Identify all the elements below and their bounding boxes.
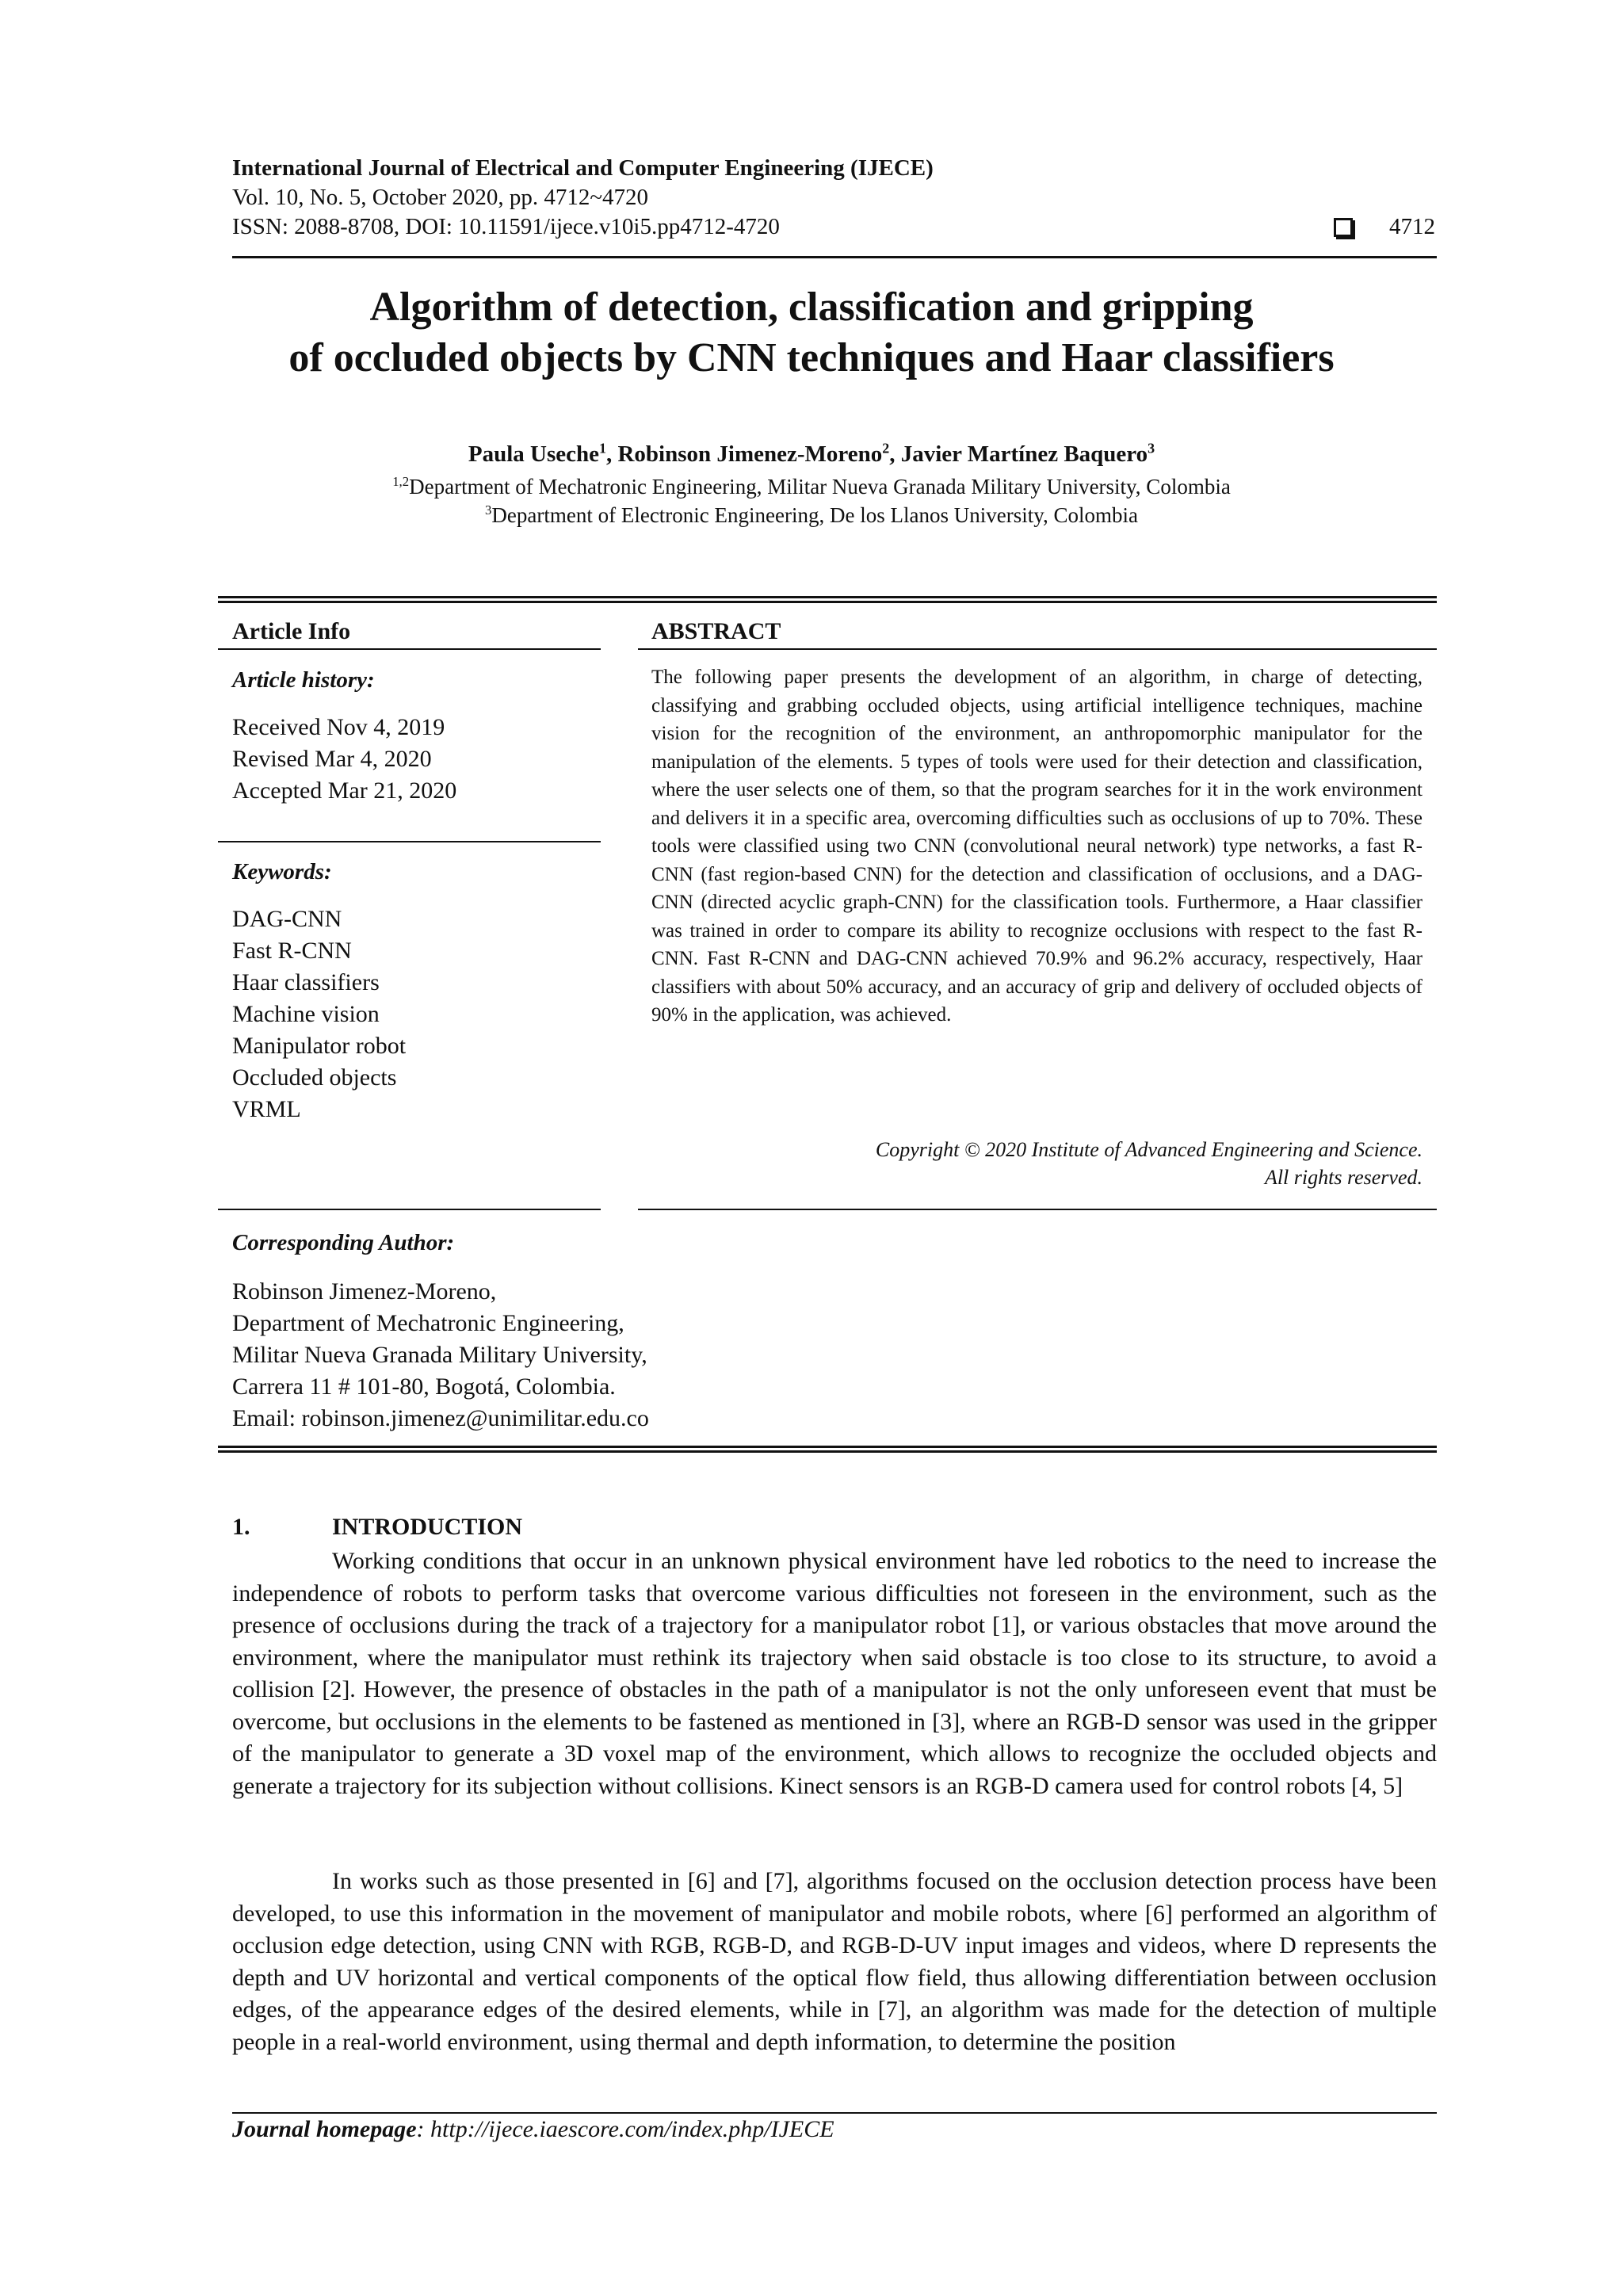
info-box-top-rule [218,601,1437,603]
corresponding-line: Email: robinson.jimenez@unimilitar.edu.co [232,1405,649,1431]
checkbox-icon [1334,218,1353,237]
intro-paragraph: Working conditions that occur in an unknown physical environment have led robotics to the need to increase the independence of robots to perform tasks that overcome various difficulties not foreseen in the environment, such as the presence of occlusions during the track of a trajectory for a manipulator robot [1], or various obstacles that move around the environment, where the manipulator must rethink its trajectory when said obstacle is too close to its structure, to avoid a collision [2]. However, the presence of obstacles in the path of a manipulator is not the only unforeseen event that must be overcome, but occlusions in the elements to be fastened as mentioned in [3], where an RGB-D sensor was used in the gripper of the manipulator to generate a 3D voxel map of the environment, which allows to recognize the occluded objects and generate a trajectory for its subjection without collisions. Kinect sensors is an RGB-D camera used for control robots [4, 5] [232,1548,1437,1799]
section-heading [232,1514,522,1541]
author-sup: 3 [1148,440,1155,457]
keyword: Machine vision [232,1001,380,1027]
author-name: Paula Useche [468,441,599,467]
info-box-bottom-rule [218,1446,1437,1448]
keyword: Manipulator robot [232,1033,407,1059]
corresponding-line: Carrera 11 # 101-80, Bogotá, Colombia. [232,1373,616,1400]
journal-homepage [232,2116,834,2143]
keyword: DAG-CNN [232,906,342,932]
page-number: 4712 [1389,214,1435,239]
info-box-top-rule [218,596,1437,598]
issn-row [232,212,1437,242]
section-title: INTRODUCTION [332,1514,523,1540]
authors: Paula Useche$^1$, Robinson Jimenez-Moreno$^2$, Javier Martínez Baquero$^3$ [468,440,1155,467]
keywords-heading: Keywords: [232,859,332,884]
history-heading: Article history: [232,667,375,693]
footer-rule [232,2112,1437,2114]
homepage-link[interactable]: : http://ijece.iaescore.com/index.php/IJECE [416,2116,834,2142]
issn-line: ISSN: 2088-8708, DOI: 10.11591/ijece.v10i5.pp4712-4720 [232,214,780,239]
paper-title [158,282,1465,384]
affiliation-text: Department of Electronic Engineering, De los Llanos University, Colombia [491,503,1138,527]
history-item: Revised Mar 4, 2020 [232,746,432,772]
keyword: VRML [232,1096,301,1122]
intro-paragraph: In works such as those presented in [6] and [7], algorithms focused on the occlusion detection process have been developed, to use this information in the movement of manipulator and mobile robots, where [6] performed an algorithm of occlusion edge detection, using CNN with RGB, RGB-D, and RGB-D-UV input images and videos, where D represents the depth and UV horizontal and vertical components of the optical flow field, thus allowing differentiation between occlusion edges, of the appearance edges of the desired elements, while in [7], an algorithm was made for the detection of multiple people in a real-world environment, using thermal and depth information, to determine the position [232,1868,1437,2055]
copyright [651,1136,1423,1191]
volume-line: Vol. 10, No. 5, October 2020, pp. 4712~4720 [232,185,649,210]
article-history [232,712,597,807]
author-sup: 2 [882,440,890,457]
corresponding-author-heading: Corresponding Author: [232,1230,455,1255]
article-info-rule [218,648,601,650]
homepage-label: Journal homepage [232,2116,417,2142]
affiliation-sup: 1,2 [392,474,410,489]
abstract-bottom-rule [638,1209,1437,1210]
abstract-text: The following paper presents the development of an algorithm, in charge of detecting, classifying and grabbing occluded objects, using artificial intelligence techniques, machine vision for the recognition of the environment, an anthropomorphic manipulator for the manipulation of the elements. 5 types of tools were used for their detection and classification, where the user selects one of them, so that the program searches for it in the work environment and delivers it in a specific area, overcoming difficulties such as occlusions of up to 70%. These tools were classified using two CNN (convolutional neural network) type networks, a fast R-CNN (fast region-based CNN) for the detection and classification of occlusions, and a DAG-CNN (directed acyclic graph-CNN) for the classification tools. Furthermore, a Haar classifier was trained in order to compare its ability to recognize occlusions with respect to the fast R-CNN. Fast R-CNN and DAG-CNN achieved 70.9% and 96.2% accuracy, respectively, Haar classifiers with about 50% accuracy, and an accuracy of grip and delivery of occluded objects of 90% in the application, was achieved. [651,667,1423,1026]
title-line-2: of occluded objects by CNN techniques and Haar classifiers [288,335,1335,380]
article-info-heading: Article Info [232,618,351,644]
history-item: Received Nov 4, 2019 [232,714,445,740]
journal-header [232,154,1437,242]
keyword: Haar classifiers [232,969,380,995]
history-rule [218,841,601,842]
keywords-rule [218,1209,601,1210]
keyword: Fast R-CNN [232,938,352,964]
abstract-rule [638,648,1437,650]
author-sup: 1 [598,440,606,457]
copyright-line: All rights reserved. [1264,1166,1423,1189]
corresponding-line: Militar Nueva Granada Military University, [232,1342,647,1368]
header-rule [232,256,1437,258]
history-item: Accepted Mar 21, 2020 [232,777,457,804]
keywords-list [232,904,597,1125]
title-line-1: Algorithm of detection, classification and gripping [369,285,1254,330]
corresponding-line: Robinson Jimenez-Moreno, [232,1278,497,1305]
info-box-bottom-rule [218,1450,1437,1453]
corresponding-author [232,1276,649,1435]
copyright-line: Copyright © 2020 Institute of Advanced Engineering and Science. [875,1138,1423,1161]
affiliation [158,502,1465,529]
affiliation-sup: 3 [485,502,492,518]
section-number: 1. [232,1514,250,1540]
affiliation-text: Department of Mechatronic Engineering, Militar Nueva Granada Military University, Colombia [409,475,1231,499]
author-name: Robinson Jimenez-Moreno [617,441,883,467]
corresponding-line: Department of Mechatronic Engineering, [232,1310,624,1336]
keyword: Occluded objects [232,1064,397,1091]
affiliation [158,473,1465,500]
abstract-heading: ABSTRACT [651,618,781,644]
author-name: Javier Martínez Baquero [900,441,1148,467]
page-number-group [1334,212,1437,242]
journal-title: International Journal of Electrical and Computer Engineering (IJECE) [232,155,934,181]
